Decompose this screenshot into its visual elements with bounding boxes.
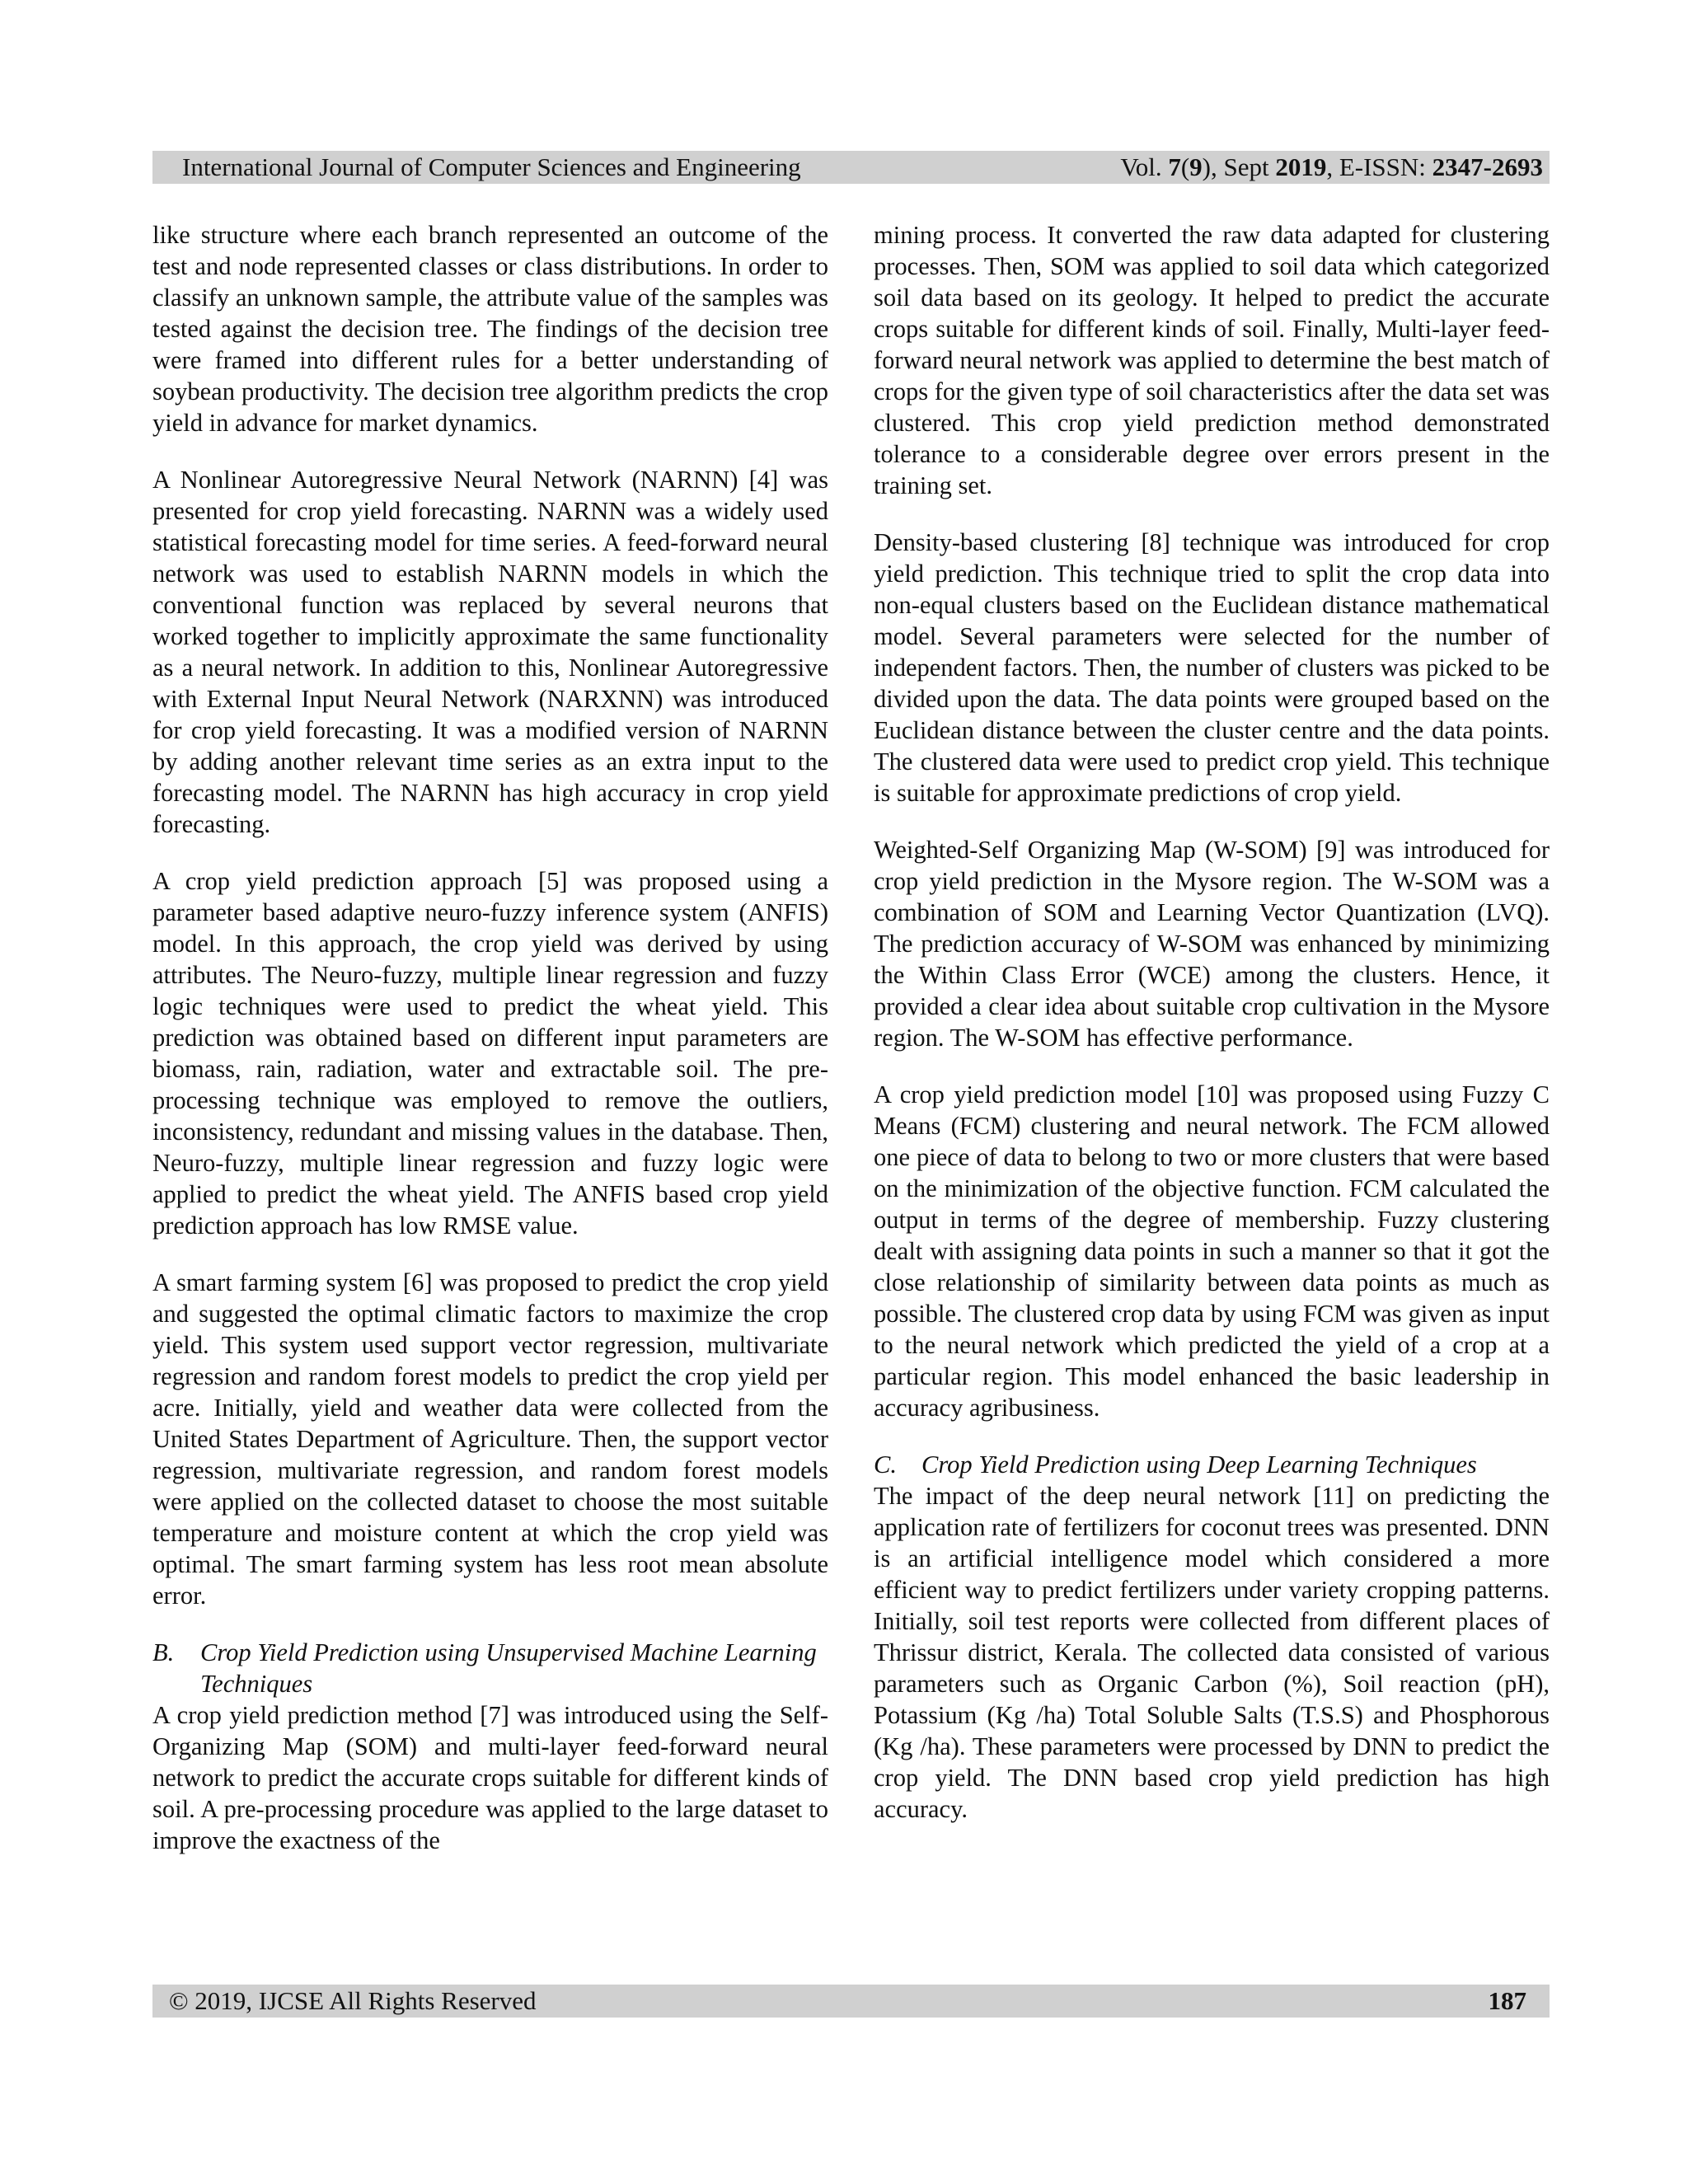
right-column bbox=[874, 219, 1550, 1825]
paragraph: mining process. It converted the raw data adapted for clustering processes. Then, SOM was applied to soil data which categorized soil data based on its geology. It helped to predict the accurate crops suitable for different kinds of soil. Finally, Multi-layer feed-forward neural network was applied to determine the best match of crops for the given type of soil characteristics after the data set was clustered. This crop yield prediction method demonstrated tolerance to a considerable degree over errors present in the training set. bbox=[874, 221, 1550, 499]
paragraph: The impact of the deep neural network [11] on predicting the application rate of fertilizers for coconut trees was presented. DNN is an artificial intelligence model which considered a more efficient way to predict fertilizers under variety cropping patterns. Initially, soil test reports were collected from different places of Thrissur district, Kerala. The collected data consisted of various parameters such as Organic Carbon (%), Soil reaction (pH), Potassium (Kg /ha) Total Soluble Salts (T.S.S) and Phosphorous (Kg /ha). These parameters were processed by DNN to predict the crop yield. The DNN based crop yield prediction has high accuracy. bbox=[874, 1482, 1550, 1823]
paragraph: A crop yield prediction model [10] was proposed using Fuzzy C Means (FCM) clustering and neural network. The FCM allowed one piece of data to belong to two or more clusters that were based on the minimization of the objective function. FCM calculated the output in terms of the degree of membership. Fuzzy clustering dealt with assigning data points in such a manner so that it got the close relationship of similarity between data points as much as possible. The clustered crop data by using FCM was given as input to the neural network which predicted the yield of a crop at a particular region. This model enhanced the basic leadership in accuracy agribusiness. bbox=[874, 1080, 1550, 1422]
page-number: 187 bbox=[1488, 1986, 1526, 2015]
left-column bbox=[152, 219, 828, 1856]
paragraph: A crop yield prediction approach [5] was proposed using a parameter based adaptive neuro-fuzzy inference system (ANFIS) model. In this approach, the crop yield was derived by using attributes. The Neuro-fuzzy, multiple linear regression and fuzzy logic techniques were used to predict the wheat yield. This prediction was obtained based on different input parameters are biomass, rain, radiation, water and extractable soil. The pre-processing technique was employed to remove the outliers, inconsistency, redundant and missing values in the database. Then, Neuro-fuzzy, multiple linear regression and fuzzy logic were applied to predict the wheat yield. The ANFIS based crop yield prediction approach has low RMSE value. bbox=[152, 867, 828, 1240]
running-header bbox=[152, 151, 1550, 184]
paragraph: A smart farming system [6] was proposed to predict the crop yield and suggested the optimal climatic factors to maximize the crop yield. This system used support vector regression, multivariate regression and random forest models to predict the crop yield per acre. Initially, yield and weather data were collected from the United States Department of Agriculture. Then, the support vector regression, multivariate regression, and random forest models were applied on the collected dataset to choose the most suitable temperature and moisture content at which the crop yield was optimal. The smart farming system has less root mean absolute error. bbox=[152, 1268, 828, 1610]
volume-issn: Vol. 7(9), Sept 2019, E-ISSN: 2347-2693 bbox=[1120, 152, 1543, 181]
paragraph: Density-based clustering [8] technique was introduced for crop yield prediction. This technique tried to split the crop data into non-equal clusters based on the Euclidean distance mathematical model. Several parameters were selected for the number of independent factors. Then, the number of clusters was picked to be divided upon the data. The data points were grouped based on the Euclidean distance between the cluster centre and the data points. The clustered data were used to predict crop yield. This technique is suitable for approximate predictions of crop yield. bbox=[874, 528, 1550, 807]
copyright-notice: © 2019, IJCSE All Rights Reserved bbox=[169, 1986, 537, 2015]
section-heading-b: B. Crop Yield Prediction using Unsupervised Machine Learning Techniques bbox=[152, 1638, 817, 1698]
paragraph: like structure where each branch represented an outcome of the test and node represented classes or class distributions. In order to classify an unknown sample, the attribute value of the samples was tested against the decision tree. The findings of the decision tree were framed into different rules for a better understanding of soybean productivity. The decision tree algorithm predicts the crop yield in advance for market dynamics. bbox=[152, 221, 828, 437]
section-heading-c: C. Crop Yield Prediction using Deep Learning Techniques bbox=[874, 1451, 1477, 1479]
journal-title: International Journal of Computer Sciences and Engineering bbox=[182, 152, 801, 181]
paragraph: A Nonlinear Autoregressive Neural Network (NARNN) [4] was presented for crop yield forecasting. NARNN was a widely used statistical forecasting model for time series. A feed-forward neural network was used to establish NARNN models in which the conventional function was replaced by several neurons that worked together to implicitly approximate the same functionality as a neural network. In addition to this, Nonlinear Autoregressive with External Input Neural Network (NARXNN) was introduced for crop yield forecasting. It was a modified version of NARNN by adding another relevant time series as an extra input to the forecasting model. The NARNN has high accuracy in crop yield forecasting. bbox=[152, 466, 828, 838]
paragraph: Weighted-Self Organizing Map (W-SOM) [9] was introduced for crop yield prediction in the Mysore region. The W-SOM was a combination of SOM and Learning Vector Quantization (LVQ). The prediction accuracy of W-SOM was enhanced by minimizing the Within Class Error (WCE) among the clusters. Hence, it provided a clear idea about suitable crop cultivation in the Mysore region. The W-SOM has effective performance. bbox=[874, 836, 1550, 1052]
running-footer bbox=[152, 1985, 1550, 2018]
paragraph: A crop yield prediction method [7] was introduced using the Self-Organizing Map (SOM) and multi-layer feed-forward neural network to predict the accurate crops suitable for different kinds of soil. A pre-processing procedure was applied to the large dataset to improve the exactness of the bbox=[152, 1701, 828, 1854]
